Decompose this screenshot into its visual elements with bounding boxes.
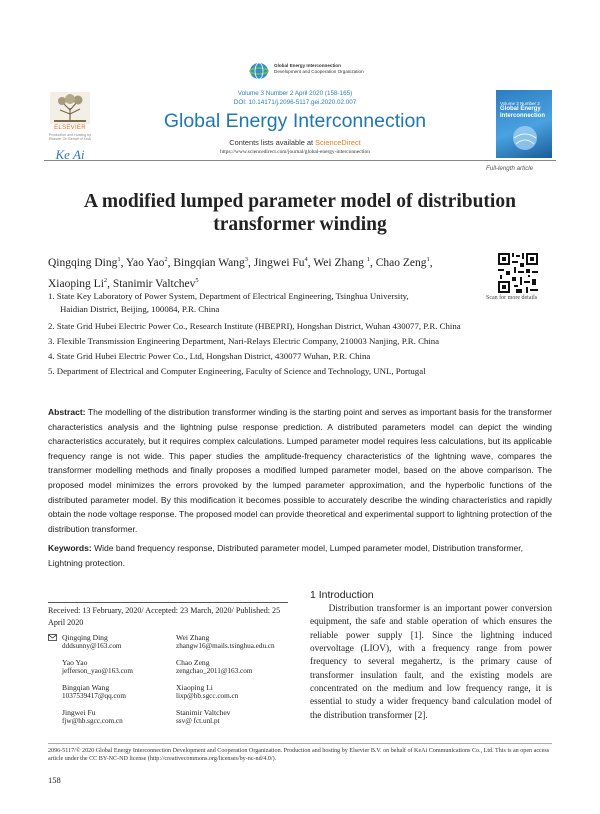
contact-entry: Stanimir Valtchev ssv@ fct.unl.pt: [176, 708, 291, 727]
affiliation-2: 2. State Grid Hubei Electric Power Co., Research Institute (HBEPRI), Hongshan District, Wuhan 430077, P.R. China: [48, 321, 461, 331]
author[interactable]: Qingqing Ding$^1$: [48, 256, 121, 269]
contact-entry: Bingqian Wang 1037539417@qq.com: [62, 683, 177, 702]
keywords: [48, 541, 552, 570]
qr-caption: Scan for more details: [486, 295, 538, 301]
abstract-text: The modelling of the distribution transformer winding is the starting point and serves as important basis for the transformer characteristics analysis and the lightning pulse response prediction. A distributed parameters model can depict the winding characteristics accurately, but it requires complex calculations. Lumped parameter model requires less calculations, but its applicable frequency range is not wide. This paper studies the amplitude-frequency characteristics of the lightning wave, compares the transformer modelling methods and finally proposes a modified lumped parameter model, based on the above comparison. The proposed model minimizes the errors provoked by the lumped parameter approximation, and the hyperbolic functions of the distributed parameter model. By this modification it becomes possible to accurately describe the winding characteristics and rapidly obtain the node voltage response. The proposed model can provide theoretical and experimental support to lightning protection of the distribution transformer.: [48, 407, 552, 534]
email-link[interactable]: dddsunny@163.com: [62, 642, 122, 651]
author[interactable]: Jingwei Fu$^4$: [253, 256, 308, 269]
received-dates: Received: 13 February, 2020/ Accepted: 23 March, 2020/ Published: 25 April 2020: [48, 606, 281, 627]
cover-globe-icon: [508, 122, 542, 152]
contact-entry: Qingqing Ding dddsunny@163.com: [62, 633, 177, 652]
paper-title-line2: transformer winding: [213, 214, 387, 235]
mail-icon: [48, 634, 57, 641]
abstract-label: Abstract:: [48, 407, 86, 417]
cover-title-text: Global Energy Interconnection: [500, 106, 546, 119]
footer-divider: [48, 743, 552, 744]
geidco-logo-text: [274, 63, 364, 74]
contact-entry: Jingwei Fu fjw@hb.sgcc.com.cn: [62, 708, 177, 727]
email-link[interactable]: zengchao_2011@163.com: [176, 667, 253, 676]
footnote-divider: [48, 602, 288, 603]
email-link[interactable]: zhangw16@mails.tsinghua.edu.cn: [176, 642, 275, 651]
paper-title: [60, 190, 540, 236]
author[interactable]: Stanimir Valtchev$^5$: [112, 276, 199, 290]
sciencedirect-link[interactable]: ScienceDirect: [315, 138, 361, 147]
volume-line: Volume 3 Number 2 April 2020 (158-165): [237, 90, 353, 97]
email-link[interactable]: ssv@ fct.unl.pt: [176, 717, 220, 726]
journal-title: Global Energy Interconnection: [163, 110, 427, 132]
contact-entry: Chao Zeng zengchao_2011@163.com: [176, 658, 291, 677]
email-link[interactable]: jefferson_yao@163.com: [62, 667, 133, 676]
geidco-line2: Development and Cooperation Organization: [274, 68, 364, 74]
affiliation-4: 4. State Grid Hubei Electric Power Co., Ltd, Hongshan District, 430077 Wuhan, P.R. China: [48, 351, 371, 361]
email-link[interactable]: fjw@hb.sgcc.com.cn: [62, 717, 123, 726]
journal-url-link[interactable]: https://www.sciencedirect.com/journal/global-energy-interconnection: [220, 149, 370, 155]
author[interactable]: Bingqian Wang$^3$: [173, 256, 248, 269]
cover-volume-text: Volume 3 Number 2: [500, 101, 540, 106]
page-number: 158: [48, 775, 61, 785]
keai-logo: Ke Ai: [55, 147, 85, 162]
header-divider: [44, 160, 556, 161]
elsevier-label: ELSEVIER: [54, 125, 86, 131]
contents-prefix: Contents lists available at: [229, 138, 316, 147]
keywords-text: Wide band frequency response, Distributed parameter model, Lumped parameter model, Distribution transformer, Lightning protection.: [48, 543, 524, 568]
section-heading-introduction: 1 Introduction: [310, 589, 374, 601]
affiliation-5: 5. Department of Electrical and Computer Engineering, Faculty of Science and Technology, UNL, Portugal: [48, 366, 426, 376]
contact-entry: Xiaoping Li lixp@hb.sgcc.com.cn: [176, 683, 291, 702]
geidco-logo-icon: [246, 62, 272, 80]
abstract: [48, 405, 552, 536]
keywords-label: Keywords:: [48, 543, 92, 553]
email-link[interactable]: lixp@hb.sgcc.com.cn: [176, 692, 239, 701]
article-type-label: Full-length article: [486, 165, 534, 172]
author[interactable]: Wei Zhang $^1$: [313, 256, 370, 269]
author[interactable]: Yao Yao$^2$: [125, 256, 168, 269]
doi-link[interactable]: DOI: 10.14171/j.2096-5117.gei.2020.02.007: [233, 99, 357, 106]
email-link[interactable]: 1037539417@qq.com: [62, 692, 126, 701]
author[interactable]: Xiaoping Li$^2$: [48, 276, 108, 290]
affiliation-1: 1. State Key Laboratory of Power System, Department of Electrical Engineering, Tsinghua University, Haidian District, Beijing, 100084, P.R. China: [48, 291, 409, 314]
geidco-line1: Global Energy Interconnection: [274, 63, 341, 68]
contents-line: [100, 138, 490, 147]
elsevier-subtitle: Production and Hosting by Elsevier On Behalf of KeAi: [48, 133, 92, 142]
contact-entry: Wei Zhang zhangw16@mails.tsinghua.edu.cn: [176, 633, 291, 652]
qr-code-icon[interactable]: [498, 253, 538, 293]
elsevier-tree-icon: [50, 92, 90, 124]
author-list: Qingqing Ding$^1$, Yao Yao$^2$, Bingqian Wang$^3$, Jingwei Fu$^4$, Wei Zhang $^1$, Chao Zeng$^1$, Xiaoping Li$^2$, Stanimir Valtchev$^5$: [48, 256, 433, 290]
introduction-text: Distribution transformer is an important power conversion equipment, the safe and stable operation of which ensures the reliable power supply [1]. Since the lightning induced overvoltage (LIOV), with a frequency range from power frequency to several megahertz, is the primary cause of transformer insulation fault, and the existing models are concentrated on the medium and low frequency range, it is essential to study a wider frequency band calculation model of the distribution transformer [2].: [310, 604, 552, 721]
copyright-notice: 2096-5117/© 2020 Global Energy Interconnection Development and Cooperation Organization. Production and hosting by Elsevier B.V. on behalf of KeAi Communications Co., Ltd. This is an open access article under the CC BY-NC-ND license (http://creativecommons.org/licenses/by-nc-nd/4.0/).: [48, 748, 550, 763]
contact-entry: Yao Yao jefferson_yao@163.com: [62, 658, 177, 677]
affiliation-3: 3. Flexible Transmission Engineering Department, Nari-Relays Electric Company, 210003 Nanjing, P.R. China: [48, 336, 440, 346]
author[interactable]: Chao Zeng$^1$: [375, 256, 430, 269]
paper-title-line1: A modified lumped parameter model of distribution: [84, 191, 516, 212]
